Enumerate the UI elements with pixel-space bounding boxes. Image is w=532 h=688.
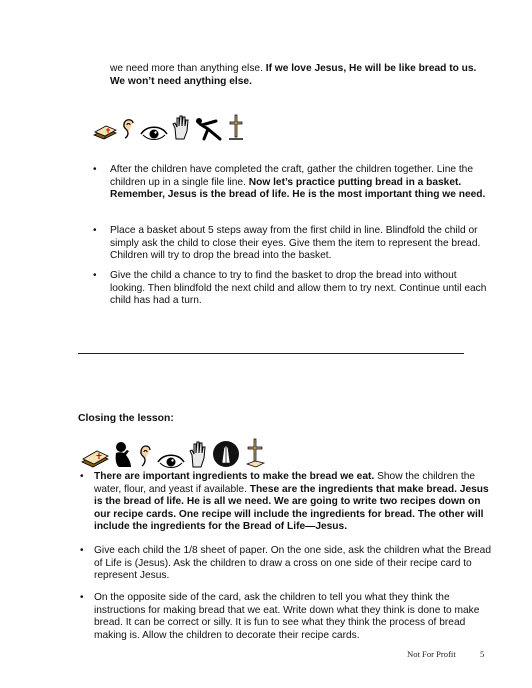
list-item: After the children have completed the craft, gather the children together. Line the children up in a single file line. Now let’s practice putting bread in a basket. Remember, Jesus is the bread of life. He is the most important thing we need. [110,164,486,201]
hand-icon [171,115,191,141]
ear-icon [121,117,137,141]
bullet-marker: • [93,225,97,236]
bible-icon [92,119,118,141]
list-item: There are important ingredients to make the bread we eat. Show the children the water, flour, and yeast if available. These are the ingredients that make bread. Jesus is the bread of life. He is all we need. We are going to write two recipes down on our recipe cards. One recipe will include the ingredients for bread. The other will include the ingredients for the Bread of Life—Jesus. [94,471,489,533]
intro-paragraph: we need more than anything else. If we love Jesus, He will be like bread to us. We won’t need anything else. [110,63,477,87]
cross-icon [244,437,266,469]
list-item: Give the child a chance to try to find the basket to drop the bread into without looking. Then blindfold the next child and allow them to try next. Continue until each child has had a turn. [110,270,487,307]
footer-label: Not For Profit [407,649,456,659]
bible-icon [80,443,110,469]
closing-heading: Closing the lesson: [78,413,174,424]
stretching-person-icon [194,117,224,141]
list-item: Place a basket about 5 steps away from the first child in line. Blindfold the child or simply ask the child to close their eyes. Give them the item to represent the bread. Children will try to drop the bread into the basket. [110,225,481,262]
section-divider [78,353,464,354]
eye-icon [140,125,168,141]
list-item: On the opposite side of the card, ask the children to tell you what they think the instructions for making bread that we eat. Write down what they think is done to make bread. It can be correct or silly. It is fun to see what they think the process of bread making is. Allow the children to decorate their recipe cards. [94,592,480,641]
activity-icons-row-1 [92,113,245,141]
bullet-marker: • [93,270,97,281]
praying-hands-icon [211,439,241,469]
bullet-marker: • [80,545,84,556]
bullet-marker: • [80,592,84,603]
eye-icon [157,453,185,469]
bullet-marker: • [80,471,84,482]
hand-icon [188,441,208,469]
page-number: 5 [480,649,485,659]
cross-icon [227,113,245,141]
ear-icon [138,443,154,469]
bullet-marker: • [93,164,97,175]
praying-child-icon [113,441,135,469]
activity-icons-row-2 [80,437,266,469]
list-item: Give each child the 1/8 sheet of paper. On the one side, ask the children what the Bread of Life is (Jesus). Ask the children to draw a cross on one side of their recipe card to represent Jesus. [94,545,491,582]
